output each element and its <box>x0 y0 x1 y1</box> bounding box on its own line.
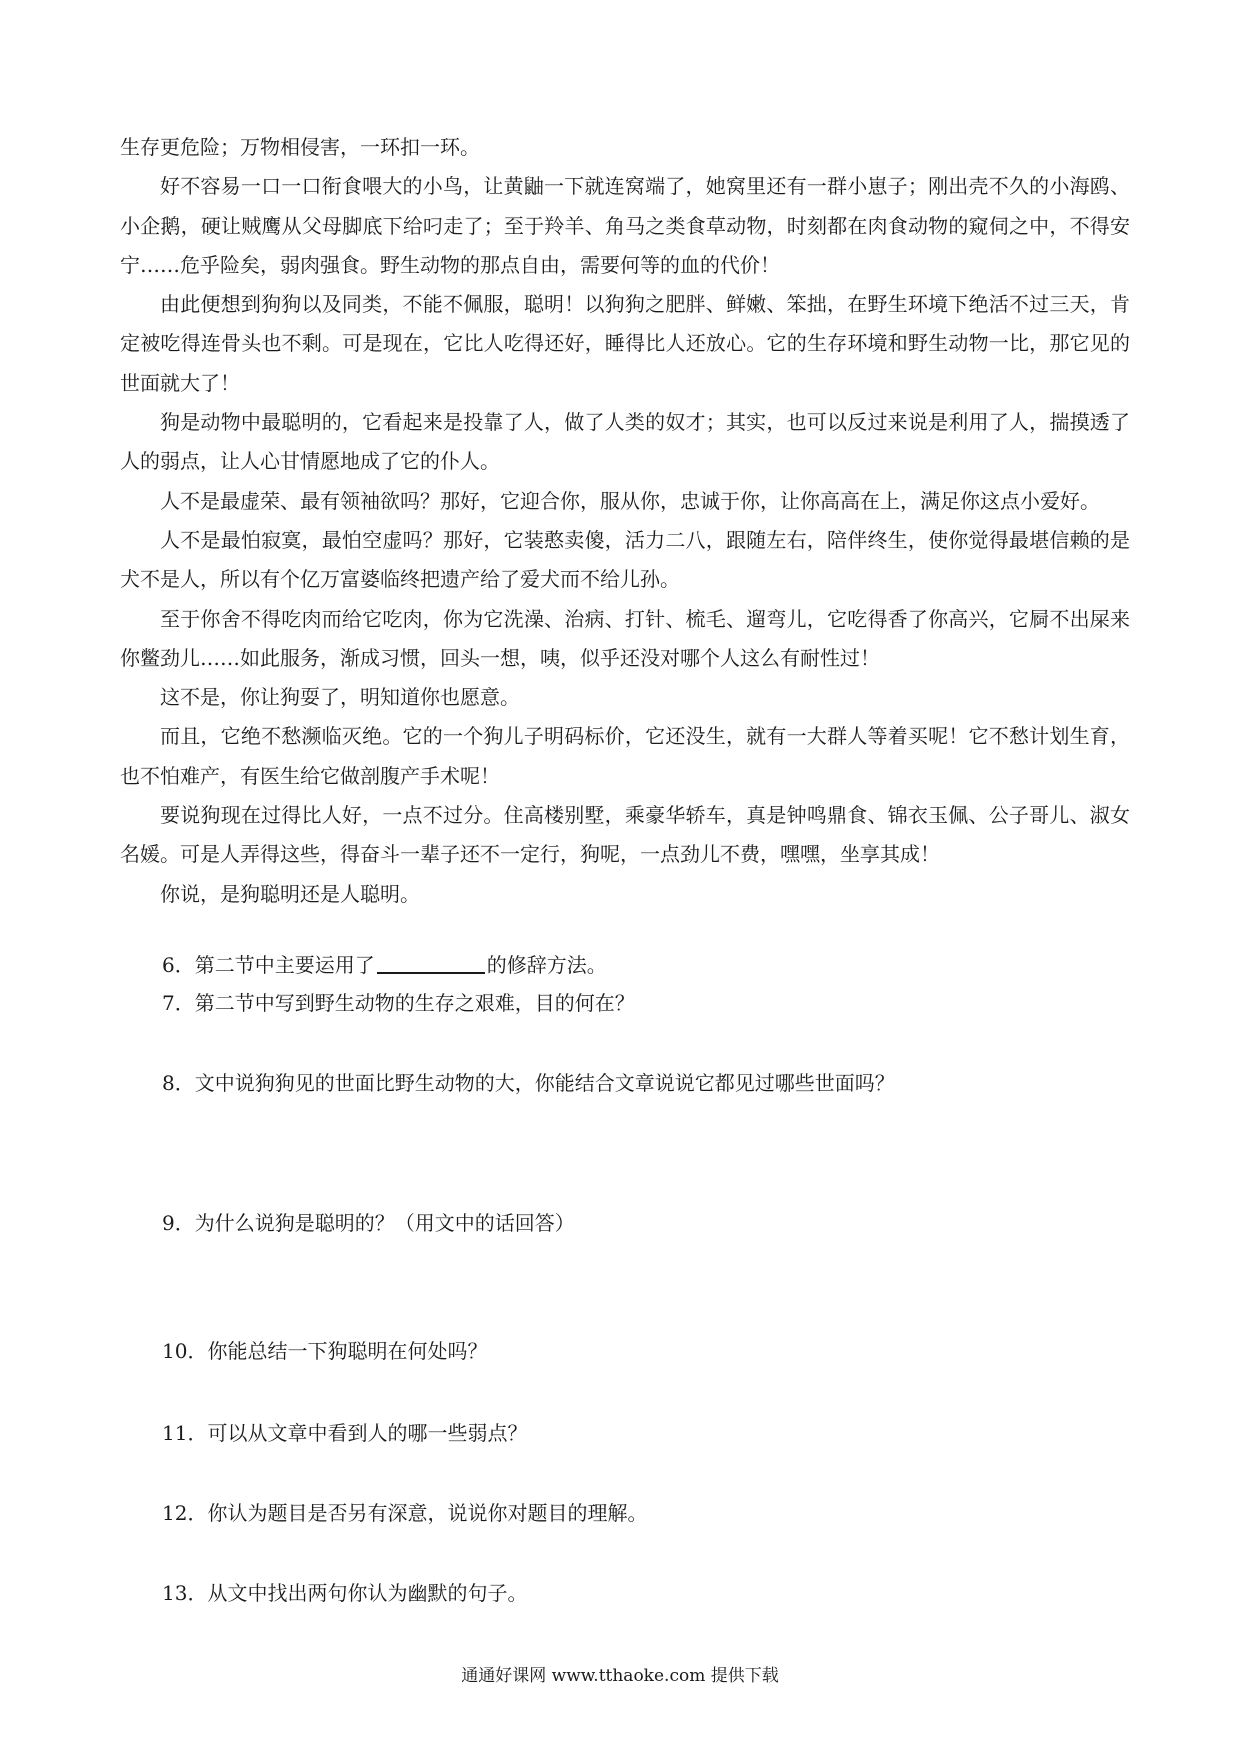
passage-paragraph: 这不是，你让狗耍了，明知道你也愿意。 <box>160 685 520 710</box>
question-12: 12．你认为题目是否另有深意，说说你对题目的理解。 <box>162 1501 648 1525</box>
page-footer: 通通好课网 www.tthaoke.com 提供下载 <box>461 1666 779 1686</box>
question-10: 10．你能总结一下狗聪明在何处吗？ <box>162 1339 488 1363</box>
passage-paragraph: 要说狗现在过得比人好，一点不过分。住高楼别墅，乘豪华轿车，真是钟鸣鼎食、锦衣玉佩、公子哥儿、淑女名媛。可是人弄得这些，得奋斗一辈子还不一定行，狗呢，一点劲儿不费，嘿嘿，坐享其成！ <box>120 803 1130 867</box>
passage-paragraph: 你说，是狗聪明还是人聪明。 <box>160 881 420 906</box>
question-8: 8．文中说狗狗见的世面比野生动物的大，你能结合文章说说它都见过哪些世面吗？ <box>162 1071 895 1095</box>
question-7: 7．第二节中写到野生动物的生存之艰难，目的何在？ <box>162 991 635 1015</box>
question-9: 9．为什么说狗是聪明的？（用文中的话回答） <box>162 1211 575 1235</box>
passage <box>120 128 1130 914</box>
passage-paragraph: 人不是最虚荣、最有领袖欲吗？那好，它迎合你，服从你，忠诚于你，让你高高在上，满足你这点小爱好。 <box>160 488 1100 513</box>
question-11: 11．可以从文章中看到人的哪一些弱点？ <box>162 1421 528 1445</box>
passage-paragraph: 而且，它绝不愁濒临灭绝。它的一个狗儿子明码标价，它还没生，就有一大群人等着买呢！它不愁计划生育，也不怕难产，有医生给它做剖腹产手术呢！ <box>120 724 1130 788</box>
passage-paragraph: 狗是动物中最聪明的，它看起来是投靠了人，做了人类的奴才；其实，也可以反过来说是利用了人，揣摸透了人的弱点，让人心甘情愿地成了它的仆人。 <box>120 410 1130 474</box>
passage-paragraph: 由此便想到狗狗以及同类，不能不佩服，聪明！以狗狗之肥胖、鲜嫩、笨拙，在野生环境下绝活不过三天，肯定被吃得连骨头也不剩。可是现在，它比人吃得还好，睡得比人还放心。它的生存环境和野生动物一比，那它见的世面就大了！ <box>120 292 1130 395</box>
passage-paragraph: 人不是最怕寂寞，最怕空虚吗？那好，它装憨卖傻，活力二八，跟随左右，陪伴终生，使你觉得最堪信赖的是犬不是人，所以有个亿万富婆临终把遗产给了爱犬而不给儿孙。 <box>120 527 1130 592</box>
question-6-text: 6．第二节中主要运用了 <box>162 953 375 977</box>
question-13: 13．从文中找出两句你认为幽默的句子。 <box>162 1581 528 1605</box>
passage-paragraph: 好不容易一口一口衔食喂大的小鸟，让黄鼬一下就连窝端了，她窝里还有一群小崽子；刚出壳不久的小海鸥、小企鹅，硬让贼鹰从父母脚底下给叼走了；至于羚羊、角马之类食草动物，时刻都在肉食动物的窥伺之中，不得安宁……危乎险矣，弱肉强食。野生动物的那点自由，需要何等的血的代价！ <box>120 174 1130 277</box>
passage-paragraph: 生存更危险；万物相侵害，一环扣一环。 <box>120 135 480 159</box>
passage-paragraph: 至于你舍不得吃肉而给它吃肉，你为它洗澡、治病、打针、梳毛、遛弯儿，它吃得香了你高兴，它屙不出屎来你鳖劲儿……如此服务，渐成习惯，回头一想，咦，似乎还没对哪个人这么有耐性过！ <box>120 606 1130 670</box>
answer-blank[interactable] <box>377 952 485 974</box>
question-6 <box>162 946 607 985</box>
question-6-suffix: 的修辞方法。 <box>486 953 607 977</box>
